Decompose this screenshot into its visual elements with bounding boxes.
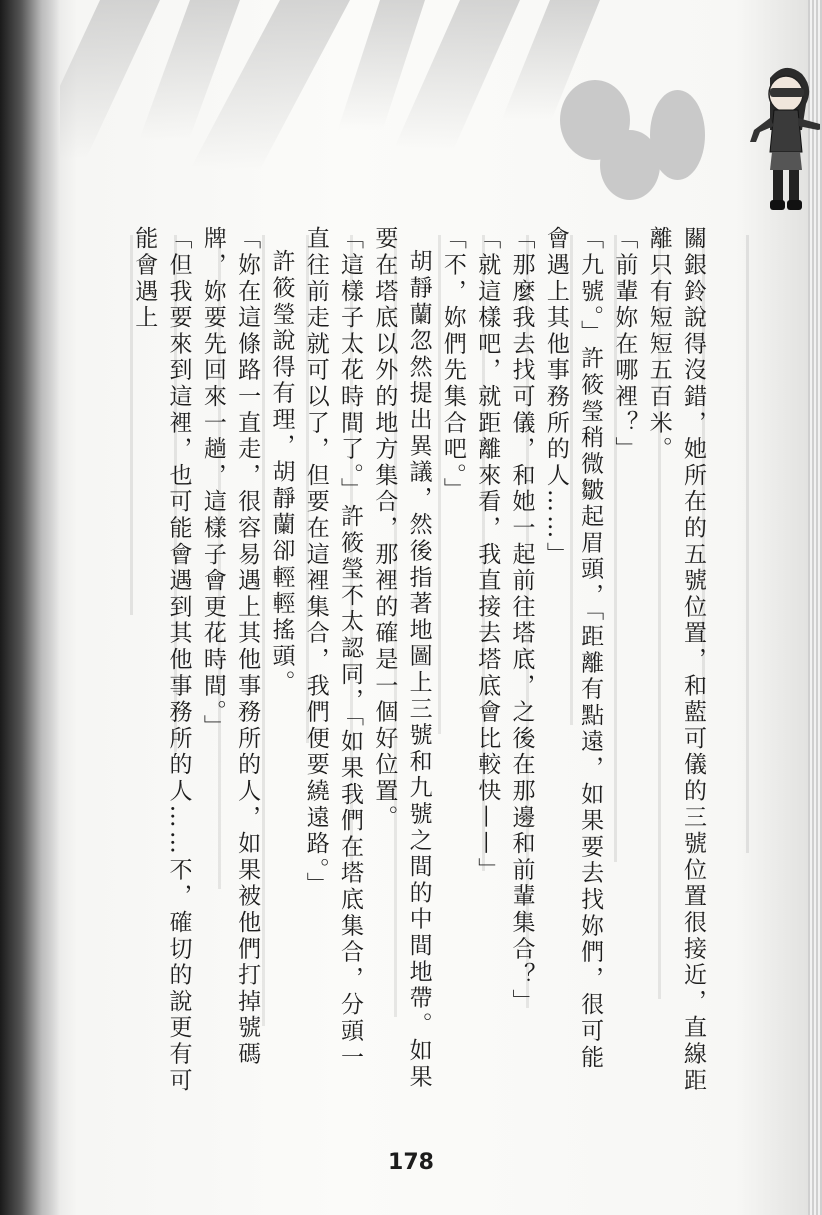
paragraph: 「那麼我去找可儀，和她一起前往塔底，之後在那邊和前輩集合？」: [508, 226, 535, 1015]
paragraph: 「這樣子太花時間了。」許筱瑩不太認同，「如果我們在塔底集合，分頭一直往前走就可以了，但要在這裡集合，我們便要繞遠路。」: [302, 226, 364, 1071]
bleed-through-line: [746, 235, 749, 853]
paragraph: 「不，妳們先集合吧。」: [439, 226, 466, 504]
page-number: 178: [388, 1150, 434, 1175]
paragraph: 「就這樣吧，就距離來看，我直接去塔底會比較快——」: [474, 226, 501, 884]
chibi-gunner-character-icon: [740, 60, 820, 220]
paragraph: 「妳在這條路一直走，很容易遇上其他事務所的人，如果被他們打掉號碼牌，妳要先回來一趟，這樣子會更花時間。」: [199, 226, 261, 1068]
book-spine-shadow: [0, 0, 60, 1215]
header-decoration: [60, 0, 820, 240]
paragraph: 「九號。」許筱瑩稍微皺起眉頭，「距離有點遠，如果要去找妳們，很可能會遇上其他事務所的人……」: [542, 226, 604, 1071]
paragraph: 「但我要來到這裡，也可能會遇到其他事務所的人……不，確切的說更有可能會遇上: [131, 226, 192, 1094]
body-text: [127, 226, 710, 1096]
paragraph: 「前輩妳在哪裡？」: [611, 226, 638, 463]
paragraph: 許筱瑩說得有理，胡靜蘭卻輕輕搖頭。: [268, 249, 295, 697]
paragraph: 胡靜蘭忽然提出異議，然後指著地圖上三號和九號之間的中間地帶。如果要在塔底以外的地方集合，那裡的確是一個好位置。: [371, 226, 432, 1091]
paragraph: 關銀鈴說得沒錯，她所在的五號位置，和藍可儀的三號位置很接近，直線距離只有短短五百米。: [645, 226, 706, 1094]
